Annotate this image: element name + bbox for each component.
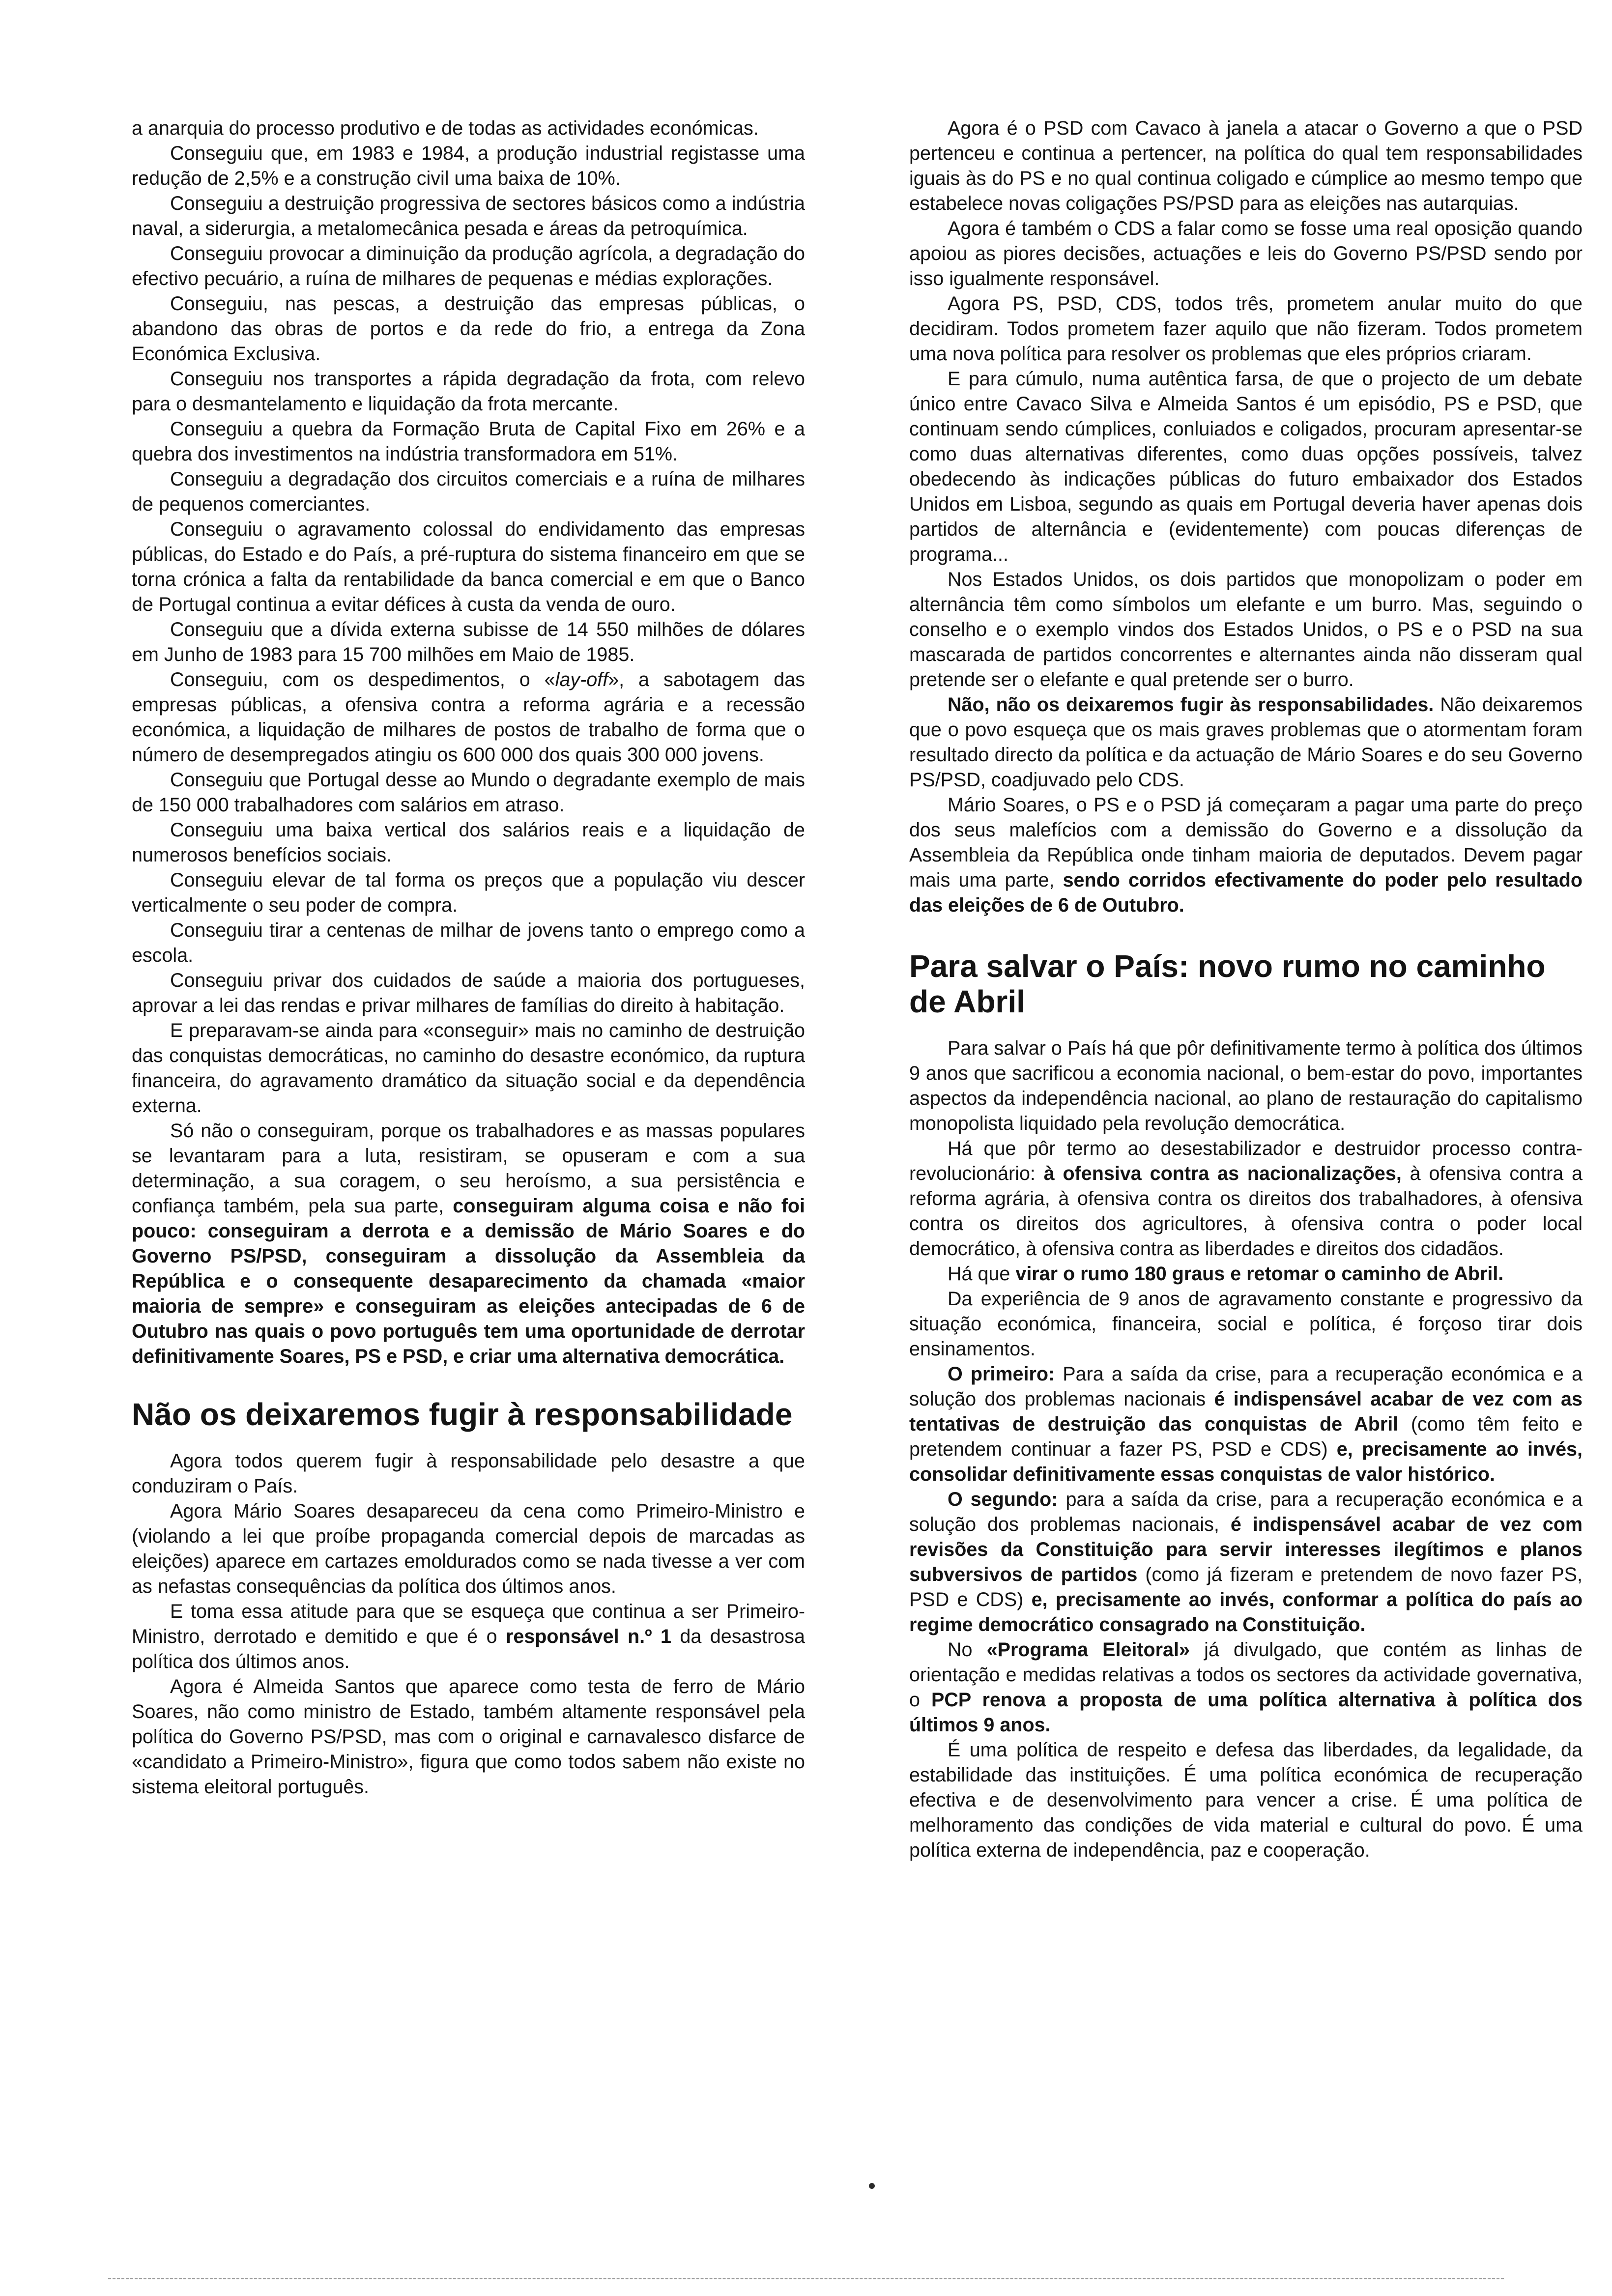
responsible-emphasis: responsável n.º 1: [506, 1626, 671, 1647]
lay-off-term: lay-off: [555, 669, 608, 690]
section-heading-salvar: Para salvar o País: novo rumo no caminho de Abril: [909, 948, 1546, 1019]
body-paragraph: Conseguiu tirar a centenas de milhar de jovens tanto o emprego como a escola.: [132, 919, 805, 966]
bullet-mark: [869, 2183, 875, 2189]
body-paragraph: Conseguiu, nas pescas, a destruição das empresas públicas, o abandono das obras de portos e da rede do frio, a entrega da Zona Económica Exclusiva.: [132, 293, 805, 365]
section-heading-responsibility: Não os deixaremos fugir à responsabilidade: [132, 1397, 793, 1432]
responsible-paragraph: E toma essa atitude para que se esqueça que continua a ser Primeiro-Ministro, derrotado e demitido e que é o responsável n.º 1 da desastrosa política dos últimos anos.: [132, 1601, 805, 1672]
closing-emphasis: conseguiram alguma coisa e não foi pouco: conseguiram a derrota e a demissão de Mário Soares e do Governo PS/PSD, conseguiram a dissolução da Assembleia da República e o consequente desaparecimento da chamada «maior maioria de sempre» e conseguiram as eleições antecipadas de 6 de Outubro nas quais o povo português tem uma oportunidade de derrotar definitivamente Soares, PS e PSD, e criar uma alternativa democrática.: [132, 1195, 805, 1367]
body-paragraph: Conseguiu privar dos cuidados de saúde a maioria dos portugueses, aprovar a lei das rendas e privar milhares de famílias do direito à habitação.: [132, 970, 805, 1016]
body-paragraph: Agora PS, PSD, CDS, todos três, prometem anular muito do que decidiram. Todos prometem fazer aquilo que não fizeram. Todos prometem uma nova política para resolver os problemas que eles próprios criaram.: [909, 293, 1583, 365]
body-paragraph: Conseguiu a degradação dos circuitos comerciais e a ruína de milhares de pequenos comerciantes.: [132, 468, 805, 515]
body-paragraph: Conseguiu a quebra da Formação Bruta de Capital Fixo em 26% e a quebra dos investimentos na indústria transformadora em 51%.: [132, 418, 805, 465]
soares-emphasis: sendo corridos efectivamente do poder pelo resultado das eleições de 6 de Outubro.: [909, 869, 1583, 916]
body-paragraph: Conseguiu que a dívida externa subisse de 14 550 milhões de dólares em Junho de 1983 para 15 700 milhões em Maio de 1985.: [132, 619, 805, 665]
left-paragraph-group: [132, 1449, 805, 1599]
nao-emphasis: Não, não os deixaremos fugir às responsabilidades.: [948, 694, 1434, 716]
body-paragraph: Agora Mário Soares desapareceu da cena como Primeiro-Ministro e (violando a lei que proíbe propaganda comercial depois de marcadas as eleições) aparece em cartazes emoldurados como se nada tivesse a ver com as nefastas consequências da política dos últimos anos.: [132, 1500, 805, 1597]
right-paragraph-group: [909, 116, 1583, 692]
left-paragraph-group: [132, 116, 805, 667]
layoff-paragraph: Conseguiu, com os despedimentos, o «lay-off», a sabotagem das empresas públicas, a ofensiva contra a reforma agrária e a recessão económica, a liquidação de milhares de postos de trabalho de forma que o número de desempregados atingiu os 600 000 dos quais 300 000 jovens.: [132, 669, 805, 766]
body-paragraph: Agora é também o CDS a falar como se fosse uma real oposição quando apoiou as piores decisões, actuações e leis do Governo PS/PSD sendo por isso igualmente responsável.: [909, 218, 1583, 289]
virar-paragraph: Há que virar o rumo 180 graus e retomar o caminho de Abril.: [948, 1263, 1504, 1285]
nao-paragraph: Não, não os deixaremos fugir às responsabilidades. Não deixaremos que o povo esqueça que os mais graves problemas que o atormentam foram resultado directo da política e da actuação de Mário Soares e do seu Governo PS/PSD, coadjuvado pelo CDS.: [909, 694, 1583, 791]
page-bottom-rule: [108, 2278, 1504, 2279]
primeiro-label: O primeiro:: [948, 1363, 1055, 1385]
salvar-paragraph: Para salvar o País há que pôr definitivamente termo à política dos últimos 9 anos que sacrificou a economia nacional, o bem-estar do povo, importantes aspectos da independência nacional, ao plano de restauração do capitalismo monopolista liquidado pela revolução democrática.: [909, 1037, 1583, 1134]
body-paragraph: Conseguiu a destruição progressiva de sectores básicos como a indústria naval, a siderurgia, a metalomecânica pesada e áreas da petroquímica.: [132, 193, 805, 239]
closing-paragraph: Só não o conseguiram, porque os trabalhadores e as massas populares se levantaram para a luta, resistiram, se opuseram e com a sua determinação, a sua coragem, o seu heroísmo, a sua persistência e confiança também, pela sua parte, conseguiram alguma coisa e não foi pouco: conseguiram a derrota e a demissão de Mário Soares e do Governo PS/PSD, conseguiram a dissolução da Assembleia da República e o consequente desaparecimento da chamada «maior maioria de sempre» e conseguiram as eleições antecipadas de 6 de Outubro nas quais o povo português tem uma oportunidade de derrotar definitivamente Soares, PS e PSD, e criar uma alternativa democrática.: [132, 1120, 805, 1367]
body-paragraph: Conseguiu nos transportes a rápida degradação da frota, com relevo para o desmantelamento e liquidação da frota mercante.: [132, 368, 805, 415]
body-paragraph: E preparavam-se ainda para «conseguir» mais no caminho de destruição das conquistas democráticas, no caminho do desastre económico, da ruptura financeira, do agravamento dramático da situação social e da dependência externa.: [132, 1020, 805, 1117]
left-column: [132, 116, 805, 1800]
soares-paragraph: Mário Soares, o PS e o PSD já começaram a pagar uma parte do preço dos seus malefícios com a demissão do Governo e a dissolução da Assembleia da República onde tinham maioria de deputados. Devem pagar mais uma parte, sendo corridos efectivamente do poder pelo resultado das eleições de 6 de Outubro.: [909, 794, 1583, 916]
almeida-santos-paragraph: Agora é Almeida Santos que aparece como testa de ferro de Mário Soares, não como ministro de Estado, também altamente responsável pela política do Governo PS/PSD, mas com o original e carnavalesco disfarce de «candidato a Primeiro-Ministro», figura que como todos sabem não existe no sistema eleitoral português.: [132, 1676, 805, 1798]
body-paragraph: Agora todos querem fugir à responsabilidade pelo desastre a que conduziram o País.: [132, 1450, 805, 1497]
body-paragraph: Conseguiu provocar a diminuição da produção agrícola, a degradação do efectivo pecuário, a ruína de milhares de pequenas e médias explorações.: [132, 243, 805, 289]
body-paragraph: Conseguiu que Portugal desse ao Mundo o degradante exemplo de mais de 150 000 trabalhadores com salários em atraso.: [132, 769, 805, 816]
segundo-label: O segundo:: [948, 1489, 1058, 1510]
segundo-paragraph: O segundo: para a saída da crise, para a recuperação económica e a solução dos problemas nacionais, é indispensável acabar de vez com revisões da Constituição para servir interesses ilegítimos e planos subversivos de partidos (como já fizeram e pretendem de novo fazer PS, PSD e CDS) e, precisamente ao invés, conformar a política do país ao regime democrático consagrado na Constituição.: [909, 1489, 1583, 1636]
body-paragraph: a anarquia do processo produtivo e de todas as actividades económicas.: [132, 117, 759, 139]
body-paragraph: Nos Estados Unidos, os dois partidos que monopolizam o poder em alternância têm como símbolos um elefante e um burro. Mas, seguindo o conselho e o exemplo vindos dos Estados Unidos, o PS e o PSD na sua mascarada de partidos concorrentes e alternantes ainda não disseram qual pretende ser o elefante e qual pretende ser o burro.: [909, 569, 1583, 690]
right-column: [909, 116, 1583, 1863]
programa-title: «Programa Eleitoral»: [986, 1639, 1190, 1661]
body-paragraph: Conseguiu que, em 1983 e 1984, a produção industrial registasse uma redução de 2,5% e a construção civil uma baixa de 10%.: [132, 143, 805, 189]
body-paragraph: Agora é o PSD com Cavaco à janela a atacar o Governo a que o PSD pertenceu e continua a pertencer, na política do qual tem responsabilidades iguais às do PS e no qual continua coligado e cúmplice ao mesmo tempo que estabelece novas coligações PS/PSD para as eleições nas autarquias.: [909, 117, 1583, 214]
termo-emphasis: à ofensiva contra as nacionalizações,: [1043, 1163, 1402, 1184]
body-paragraph: Conseguiu o agravamento colossal do endividamento das empresas públicas, do Estado e do País, a pré-ruptura do sistema financeiro em que se torna crónica a falta da rentabilidade da banca comercial e em que o Banco de Portugal continua a evitar défices à custa da venda de ouro.: [132, 518, 805, 615]
programa-paragraph: No «Programa Eleitoral» já divulgado, que contém as linhas de orientação e medidas relativas a todos os sectores da actividade governativa, o PCP renova a proposta de uma política alternativa à política dos últimos 9 anos.: [909, 1639, 1583, 1736]
left-paragraph-group: [132, 768, 805, 1119]
final-paragraph: É uma política de respeito e defesa das liberdades, da legalidade, da estabilidade das instituições. É uma política económica de recuperação efectiva e de desenvolvimento para vencer a crise. É uma política de melhoramento das condições de vida material e cultural do povo. É uma política externa de independência, paz e cooperação.: [909, 1739, 1583, 1861]
body-paragraph: Conseguiu uma baixa vertical dos salários reais e a liquidação de numerosos benefícios sociais.: [132, 819, 805, 866]
primeiro-paragraph: O primeiro: Para a saída da crise, para a recuperação económica e a solução dos problemas nacionais é indispensável acabar de vez com as tentativas de destruição das conquistas de Abril (como têm feito e pretendem continuar a fazer PS, PSD e CDS) e, precisamente ao invés, consolidar definitivamente essas conquistas de valor histórico.: [909, 1363, 1583, 1485]
experiencia-paragraph: Da experiência de 9 anos de agravamento constante e progressivo da situação económica, financeira, social e política, é forçoso tirar dois ensinamentos.: [909, 1288, 1583, 1360]
virar-emphasis: virar o rumo 180 graus e retomar o caminho de Abril.: [1015, 1263, 1504, 1285]
termo-paragraph: Há que pôr termo ao desestabilizador e destruidor processo contra-revolucionário: à ofensiva contra as nacionalizações, à ofensiva contra a reforma agrária, à ofensiva contra os direitos dos trabalhadores, à ofensiva contra os direitos dos agricultores, à ofensiva contra o poder local democrático, à ofensiva contra as liberdades e direitos dos cidadãos.: [909, 1138, 1583, 1260]
body-paragraph: Conseguiu elevar de tal forma os preços que a população viu descer verticalmente o seu poder de compra.: [132, 869, 805, 916]
body-paragraph: E para cúmulo, numa autêntica farsa, de que o projecto de um debate único entre Cavaco Silva e Almeida Santos é um episódio, PS e PSD, que continuam sendo cúmplices, conluiados e coligados, procuram apresentar-se como duas alternativas diferentes, como duas opções possíveis, talvez obedecendo às indicações públicas do futuro embaixador dos Estados Unidos em Lisboa, segundo as quais em Portugal deveria haver apenas dois partidos de alternância e (evidentemente) com poucas diferenças de programa...: [909, 368, 1583, 565]
